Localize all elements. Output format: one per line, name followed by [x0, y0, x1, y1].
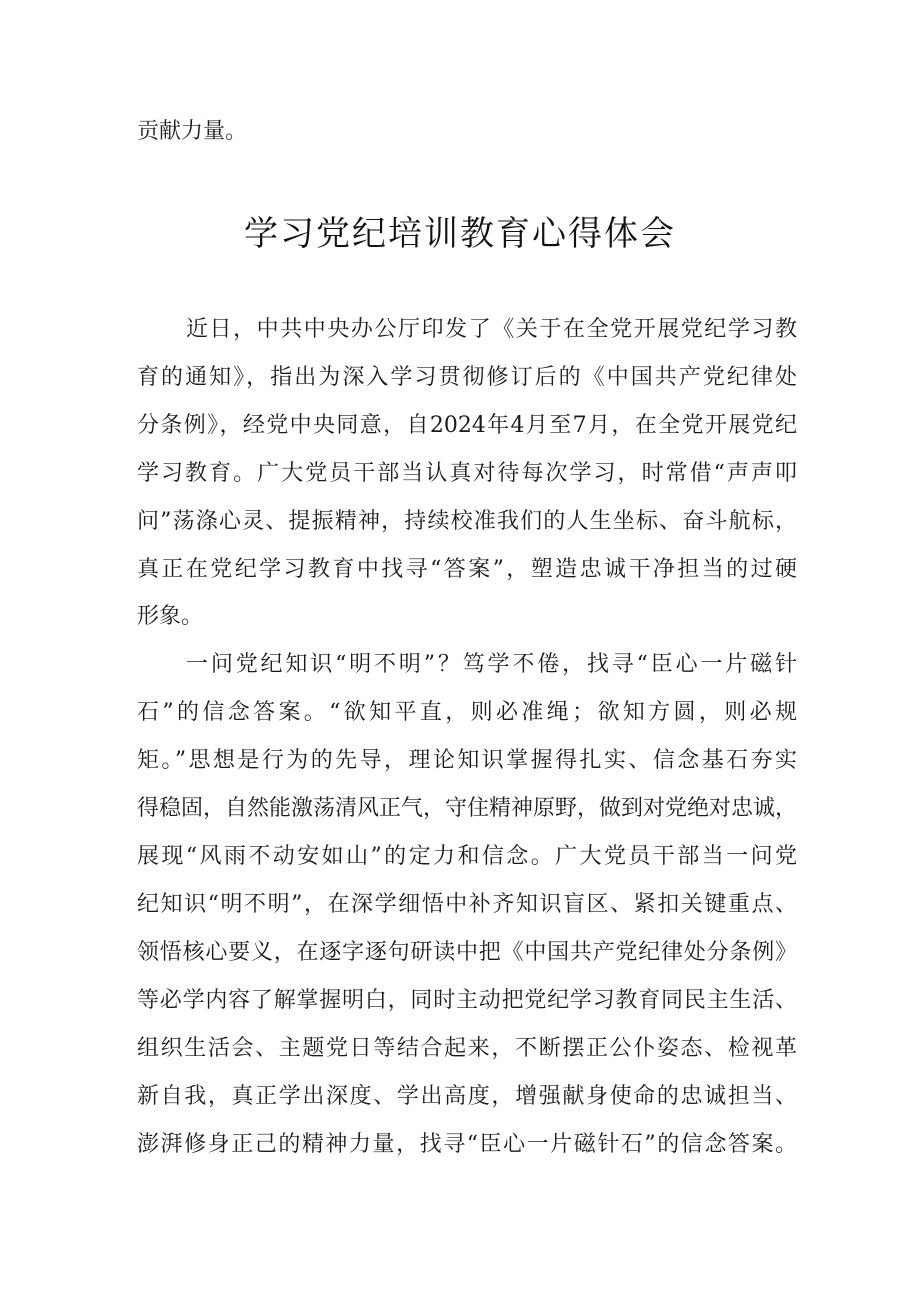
carryover-text: 贡献力量。: [137, 119, 248, 144]
paragraph-line: 形象。: [137, 604, 204, 629]
paragraph-line: 分条例》，经党中央同意，自2024年4月至7月，在全党开展党纪: [137, 413, 797, 438]
paragraph-line: 一问党纪知识“明不明”？笃学不倦，找寻“臣心一片磁针: [186, 652, 797, 677]
paragraph-line: 组织生活会、主题党日等结合起来，不断摆正公仆姿态、检视革: [137, 1036, 797, 1061]
paragraph-line: 育的通知》，指出为深入学习贯彻修订后的《中国共产党纪律处: [137, 365, 797, 390]
paragraph-line: 学习教育。广大党员干部当认真对待每次学习，时常借“声声叩: [137, 461, 797, 486]
paragraph-line: 展现“风雨不动安如山”的定力和信念。广大党员干部当一问党: [137, 844, 797, 869]
paragraph-line: 矩。”思想是行为的先导，理论知识掌握得扎实、信念基石夯实: [137, 748, 797, 773]
paragraph-line: 问”荡涤心灵、提振精神，持续校准我们的人生坐标、奋斗航标，: [137, 509, 797, 534]
paragraph-line: 新自我，真正学出深度、学出高度，增强献身使命的忠诚担当、: [137, 1084, 797, 1109]
paragraph-line: 石”的信念答案。“欲知平直，则必准绳；欲知方圆，则必规: [137, 700, 797, 725]
paragraph-line: 真正在党纪学习教育中找寻“答案”，塑造忠诚干净担当的过硬: [137, 557, 797, 582]
paragraph-line: 近日，中共中央办公厅印发了《关于在全党开展党纪学习教: [186, 317, 797, 342]
paragraph-line: 领悟核心要义，在逐字逐句研读中把《中国共产党纪律处分条例》: [137, 940, 797, 965]
paragraph-line: 澎湃修身正己的精神力量，找寻“臣心一片磁针石”的信念答案。: [137, 1132, 797, 1157]
paragraph-line: 纪知识“明不明”，在深学细悟中补齐知识盲区、紧扣关键重点、: [137, 892, 797, 917]
paragraph-line: 得稳固，自然能激荡清风正气，守住精神原野，做到对党绝对忠诚，: [137, 796, 798, 821]
document-title: 学习党纪培训教育心得体会: [244, 214, 676, 254]
paragraph-line: 等必学内容了解掌握明白，同时主动把党纪学习教育同民主生活、: [137, 988, 797, 1013]
